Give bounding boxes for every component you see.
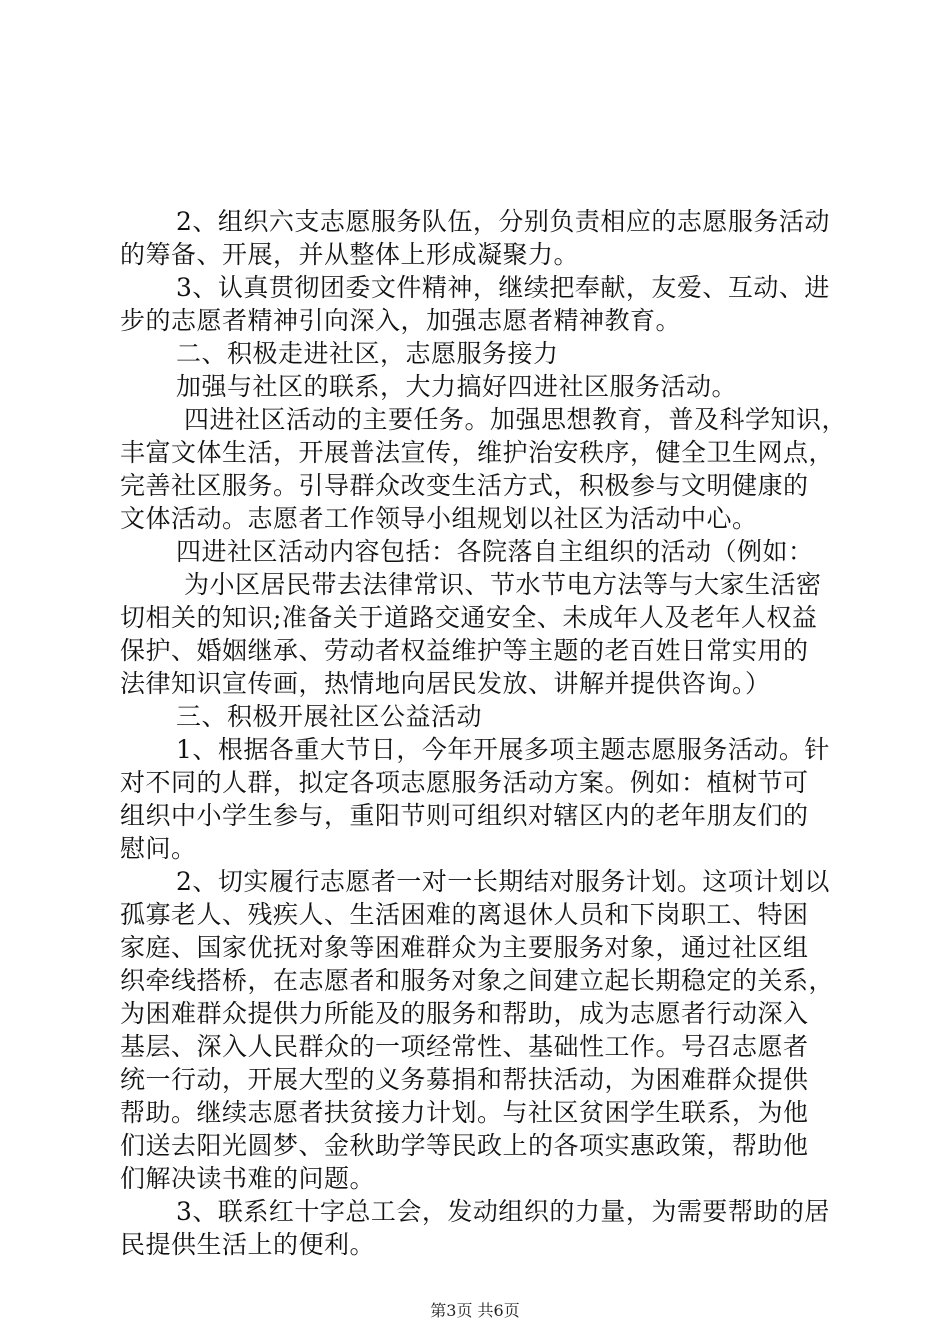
text-line: 切相关的知识;准备关于道路交通安全、未成年人及老年人权益 bbox=[120, 603, 818, 632]
text-line: 完善社区服务。引导群众改变生活方式，积极参与文明健康的 bbox=[120, 471, 809, 500]
text-line: 3、认真贯彻团委文件精神，继续把奉献，友爱、互动、进 bbox=[176, 273, 830, 302]
text-line: 统一行动，开展大型的义务募捐和帮扶活动，为困难群众提供 bbox=[120, 1065, 809, 1094]
text-line: 保护、婚姻继承、劳动者权益维护等主题的老百姓日常实用的 bbox=[120, 636, 809, 665]
text-line: 2、组织六支志愿服务队伍，分别负责相应的志愿服务活动 bbox=[176, 207, 830, 236]
text-line: 四进社区活动内容包括：各院落自主组织的活动（例如： bbox=[176, 537, 814, 566]
text-line: 的筹备、开展，并从整体上形成凝聚力。 bbox=[120, 240, 580, 269]
text-line: 3、联系红十字总工会，发动组织的力量，为需要帮助的居 bbox=[176, 1197, 830, 1226]
section-heading: 二、积极走进社区，志愿服务接力 bbox=[176, 339, 559, 368]
text-line: 四进社区活动的主要任务。加强思想教育，普及科学知识， bbox=[184, 405, 848, 434]
text-line: 组织中小学生参与，重阳节则可组织对辖区内的老年朋友们的 bbox=[120, 801, 809, 830]
text-line: 法律知识宣传画，热情地向居民发放、讲解并提供咨询。） bbox=[120, 669, 771, 698]
text-line: 为困难群众提供力所能及的服务和帮助，成为志愿者行动深入 bbox=[120, 999, 809, 1028]
page-footer: 第3页 共6页 bbox=[430, 1301, 520, 1320]
section-heading: 三、积极开展社区公益活动 bbox=[176, 702, 483, 731]
text-line: 为小区居民带去法律常识、节水节电方法等与大家生活密 bbox=[184, 570, 822, 599]
text-line: 帮助。继续志愿者扶贫接力计划。与社区贫困学生联系，为他 bbox=[120, 1098, 809, 1127]
text-line: 加强与社区的联系，大力搞好四进社区服务活动。 bbox=[176, 372, 738, 401]
text-line: 孤寡老人、残疾人、生活困难的离退休人员和下岗职工、特困 bbox=[120, 900, 809, 929]
text-line: 家庭、国家优抚对象等困难群众为主要服务对象，通过社区组 bbox=[120, 933, 809, 962]
text-line: 基层、深入人民群众的一项经常性、基础性工作。号召志愿者 bbox=[120, 1032, 809, 1061]
text-line: 丰富文体生活，开展普法宣传，维护治安秩序，健全卫生网点， bbox=[120, 438, 835, 467]
text-line: 2、切实履行志愿者一对一长期结对服务计划。这项计划以 bbox=[176, 867, 830, 896]
text-line: 织牵线搭桥，在志愿者和服务对象之间建立起长期稳定的关系， bbox=[120, 966, 835, 995]
text-line: 慰问。 bbox=[120, 834, 197, 863]
text-line: 民提供生活上的便利。 bbox=[120, 1230, 376, 1259]
text-line: 步的志愿者精神引向深入，加强志愿者精神教育。 bbox=[120, 306, 682, 335]
text-line: 对不同的人群，拟定各项志愿服务活动方案。例如：植树节可 bbox=[120, 768, 809, 797]
text-line: 们解决读书难的问题。 bbox=[120, 1164, 376, 1193]
text-line: 们送去阳光圆梦、金秋助学等民政上的各项实惠政策，帮助他 bbox=[120, 1131, 809, 1160]
text-line: 1、根据各重大节日，今年开展多项主题志愿服务活动。针 bbox=[176, 735, 830, 764]
text-line: 文体活动。志愿者工作领导小组规划以社区为活动中心。 bbox=[120, 504, 758, 533]
